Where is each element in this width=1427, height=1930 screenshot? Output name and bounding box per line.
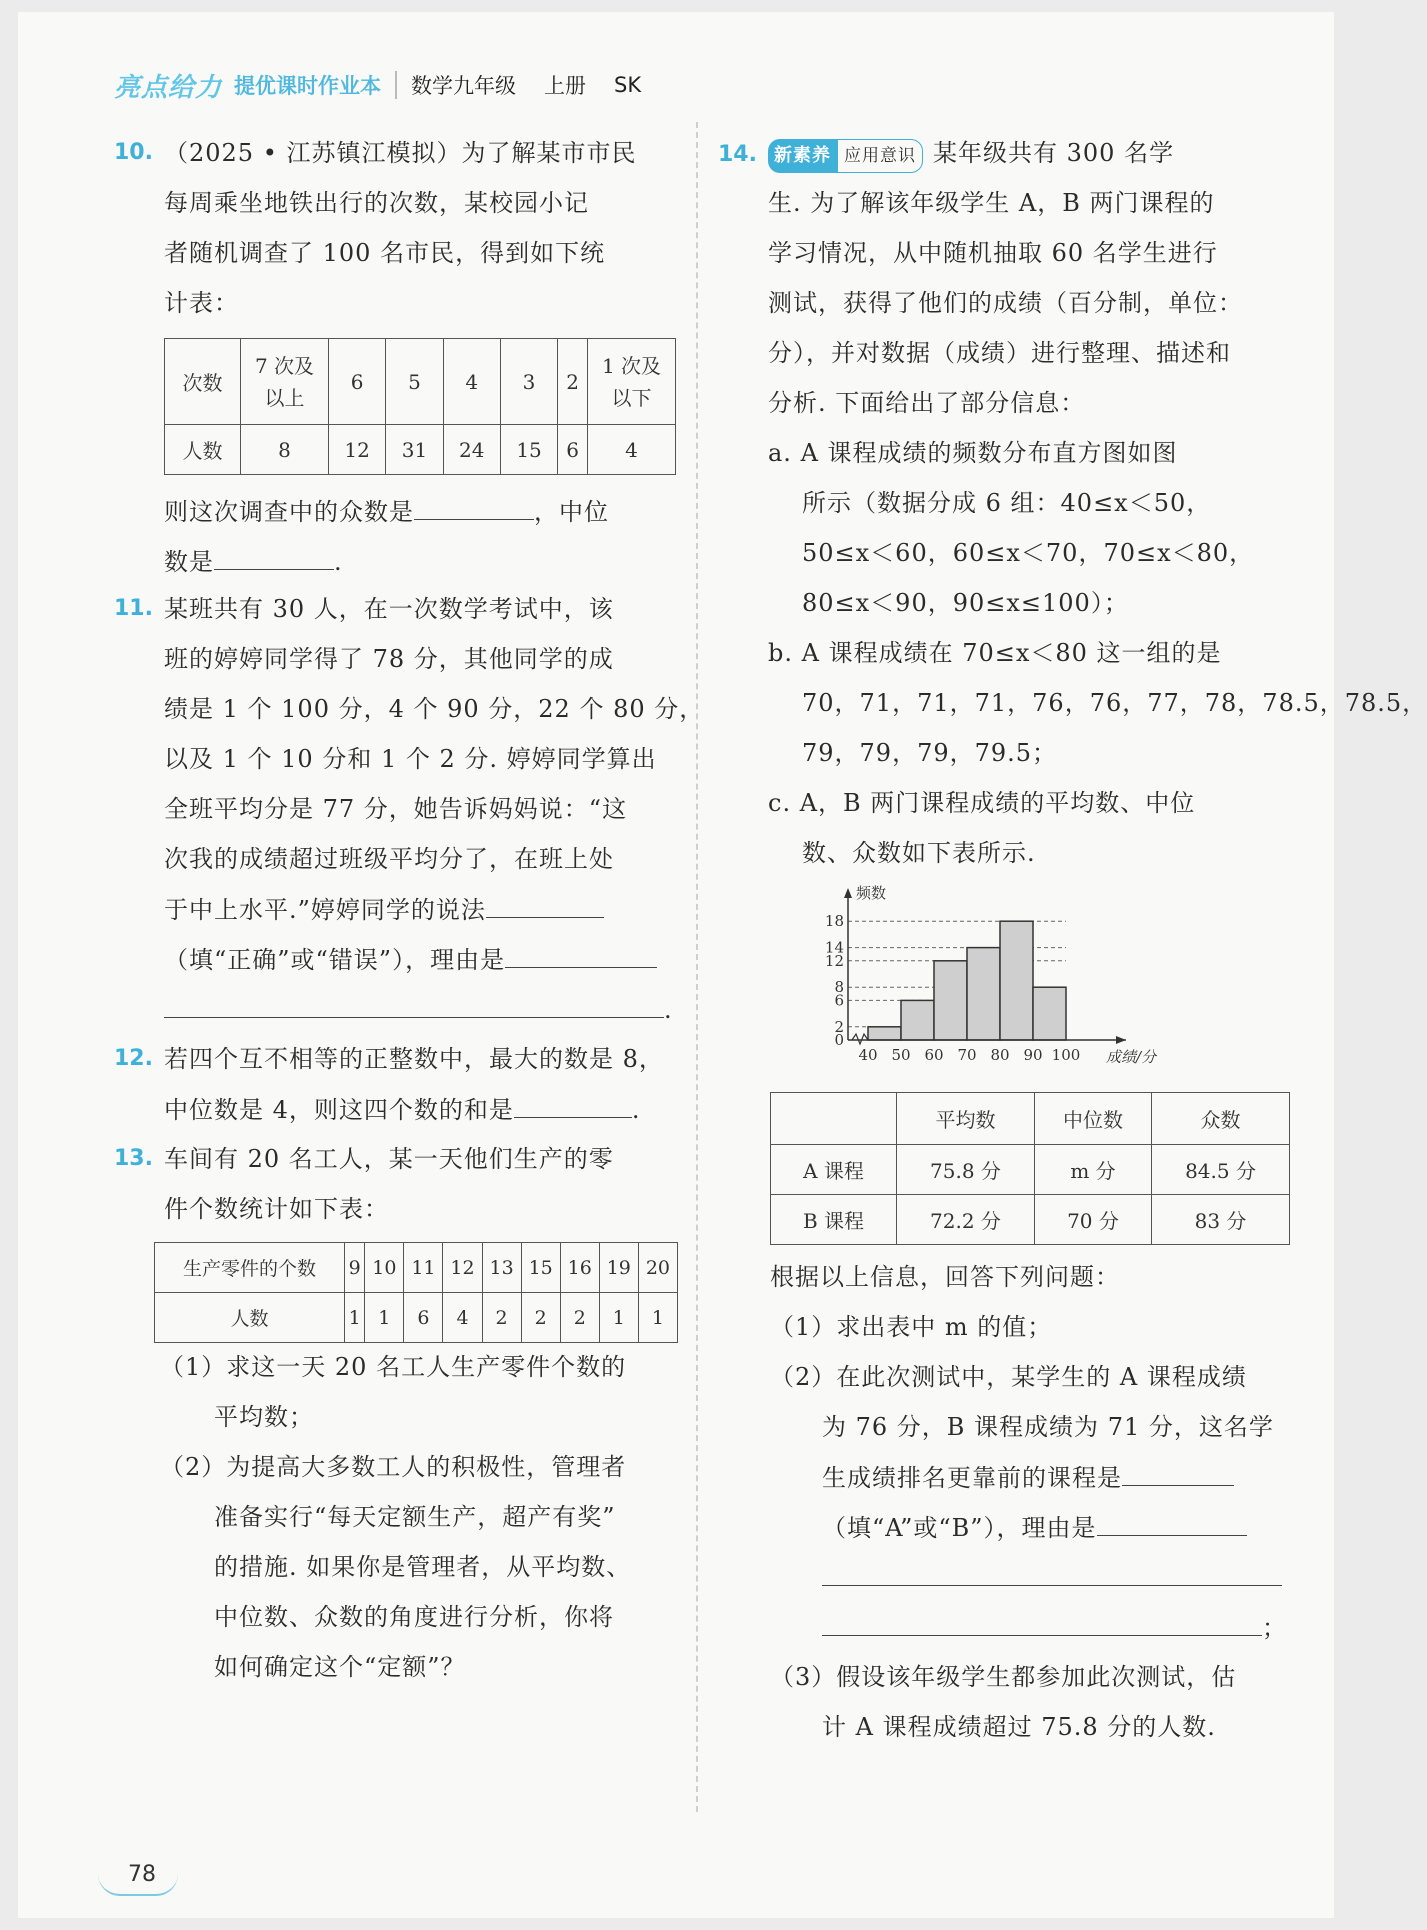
x-tick-label: 50 [891,1046,911,1064]
table-header-cell [771,1093,897,1145]
histogram-bar [901,1000,934,1040]
book-subtitle: 提优课时作业本 [234,74,382,98]
histogram-bar [1033,987,1066,1040]
q11-line: 以及 1 个 10 分和 1 个 2 分. 婷婷同学算出 [164,745,657,773]
question-14-number: 14. [718,142,757,167]
table-cell: 2 [558,339,588,425]
table-cell: 11 [404,1243,443,1293]
q13-sub2-line: （2）为提高大多数工人的积极性，管理者 [160,1453,627,1481]
table-cell: 19 [599,1243,638,1293]
q11-line: 班的婷婷同学得了 78 分，其他同学的成 [164,645,614,673]
table-cell: 1 [599,1293,638,1343]
page-number: 78 [128,1862,156,1887]
q11-reason-prompt: （填“正确”或“错误”），理由是 [164,946,506,974]
table-cell: 9 [345,1243,365,1293]
x-tick-label: 70 [957,1046,977,1064]
table-cell: 6 [404,1293,443,1343]
table-cell: 15 [521,1243,560,1293]
q14-sub2-prompt: 生成绩排名更靠前的课程是 [822,1464,1122,1492]
table-cell: 3 [500,339,557,425]
q14-line: 分析. 下面给出了部分信息： [768,389,1086,417]
histogram-bar [1000,921,1033,1040]
q14-sub2-line [822,1562,1282,1593]
q11-line [164,944,657,975]
q14-line: 某年级共有 300 名学 [933,139,1175,167]
page [18,12,1427,1918]
q11-line: 绩是 1 个 100 分，4 个 90 分，22 个 80 分， [164,695,705,723]
q13-sub2-line: 如何确定这个“定额”？ [214,1653,466,1681]
answer-blank[interactable] [214,546,334,570]
q14-info-a: a. A 课程成绩的频数分布直方图如图 [768,439,1178,467]
x-tick-label: 100 [1051,1046,1081,1064]
x-tick-label: 80 [990,1046,1010,1064]
table-cell: 5 [386,339,443,425]
q14-sub2-line [822,1612,1287,1643]
table-cell: 16 [560,1243,599,1293]
q14-first-line [768,138,1174,173]
q14-line: 分），并对数据（成绩）进行整理、描述和 [768,339,1231,367]
answer-blank[interactable] [164,994,664,1018]
question-12-number: 12. [114,1046,153,1071]
q13-sub2-line: 准备实行“每天定额生产，超产有奖” [214,1503,616,1531]
answer-blank[interactable] [514,1094,632,1118]
table-row-label: A 课程 [771,1145,897,1195]
table-cell: 83 分 [1152,1195,1290,1245]
answer-blank[interactable] [505,944,657,968]
table-cell: 1 [638,1293,677,1343]
table-cell: 75.8 分 [897,1145,1035,1195]
q14-info-c: 数、众数如下表所示. [802,839,1036,867]
table-cell: m 分 [1034,1145,1151,1195]
question-11-number: 11. [114,596,153,621]
q14-sub3-line: （3）假设该年级学生都参加此次测试，估 [770,1663,1237,1691]
q13-line: 件个数统计如下表： [164,1195,389,1223]
table-cell: 31 [386,425,443,475]
x-tick-label: 90 [1023,1046,1043,1064]
answer-blank[interactable] [1122,1462,1234,1486]
table-cell: 2 [521,1293,560,1343]
x-tick-label: 40 [858,1046,878,1064]
y-tick-label: 14 [824,938,844,957]
q12-prompt: 中位数是 4，则这四个数的和是 [164,1096,514,1124]
q14-sub1: （1）求出表中 m 的值； [770,1313,1053,1341]
q14-info-b: 70，71，71，71，76，76，77，78，78.5，78.5， [802,689,1427,717]
answer-blank[interactable] [822,1562,1282,1586]
x-axis-arrow [1116,1036,1126,1044]
table-cell: 15 [500,425,557,475]
table-header-cell: 众数 [1152,1093,1290,1145]
table-cell: 12 [443,1243,482,1293]
header-subject: 数学九年级 [411,74,517,98]
table-header-cell: 生产零件的个数 [155,1243,345,1293]
q13-line: 车间有 20 名工人，某一天他们生产的零 [164,1145,614,1173]
histogram-bar [934,961,967,1040]
y-tick-label: 12 [824,951,844,970]
page-header [114,62,669,108]
table-cell: 24 [443,425,500,475]
q14-info-a: 80≤x＜90，90≤x≤100）； [802,589,1129,617]
q11-prompt: 于中上水平.”婷婷同学的说法 [164,896,486,924]
q14-line: 测试，获得了他们的成绩（百分制，单位： [768,289,1243,317]
q10-median-label: 数是 [164,548,214,576]
table-cell: 6 [329,339,386,425]
table-cell: 4 [588,425,676,475]
table-cell: 6 [558,425,588,475]
table-cell: 1 [345,1293,365,1343]
answer-blank[interactable] [486,894,604,918]
table-cell: 70 分 [1034,1195,1151,1245]
punctuation: . [631,1096,641,1124]
histogram-bar [868,1027,901,1040]
table-cell: 4 [443,1293,482,1343]
column-divider [696,122,698,1812]
tag-application: 应用意识 [837,139,923,173]
question-13-number: 13. [114,1146,153,1171]
histogram-bar [967,948,1000,1040]
q14-line: 学习情况，从中随机抽取 60 名学生进行 [768,239,1218,267]
q14-sub2-line [822,1462,1234,1493]
answer-blank[interactable] [822,1612,1262,1636]
q11-line [164,894,604,925]
q14-stats-table [770,1092,1290,1245]
question-10-number: 10. [114,140,153,165]
histogram-chart [788,880,1157,1080]
y-tick-label: 2 [834,1017,844,1036]
q13-table [154,1242,678,1343]
table-cell: 1 [365,1293,404,1343]
table-header-cell: 次数 [165,339,241,425]
q14-info-b: b. A 课程成绩在 70≤x＜80 这一组的是 [768,639,1222,667]
q10-line: 每周乘坐地铁出行的次数，某校园小记 [164,189,589,217]
q11-line: 某班共有 30 人，在一次数学考试中，该 [164,595,614,623]
q14-info-a: 50≤x＜60，60≤x＜70，70≤x＜80， [802,539,1255,567]
punctuation: . [664,996,673,1024]
q10-line: 计表： [164,289,239,317]
q14-sub2-line [822,1512,1247,1543]
q14-info-b: 79，79，79，79.5； [802,739,1058,767]
q10-mode-line [164,496,609,527]
table-header-cell: 人数 [165,425,241,475]
q14-sub3-line: 计 A 课程成绩超过 75.8 分的人数. [822,1713,1216,1741]
table-cell: 2 [482,1293,521,1343]
q14-line: 生. 为了解该年级学生 A，B 两门课程的 [768,189,1215,217]
q11-line [164,994,673,1025]
x-axis-label: 成绩/分 [1106,1048,1157,1066]
y-tick-label: 6 [834,991,844,1010]
header-edition: SK [614,73,642,97]
table-cell: 2 [560,1293,599,1343]
q14-questions-intro: 根据以上信息，回答下列问题： [770,1263,1120,1291]
y-axis-label: 频数 [856,884,887,902]
q13-sub1-line: （1）求这一天 20 名工人生产零件个数的 [160,1353,627,1381]
punctuation: . [334,548,343,576]
tag-new-literacy: 新素养 [768,139,837,173]
answer-blank[interactable] [1097,1512,1247,1536]
header-volume: 上册 [544,74,587,98]
q13-sub2-line: 中位数、众数的角度进行分析，你将 [214,1603,614,1631]
answer-blank[interactable] [414,496,534,520]
q13-sub1-line: 平均数； [214,1403,314,1431]
y-tick-label: 0 [834,1031,844,1049]
y-axis-arrow [844,888,852,898]
table-cell: 10 [365,1243,404,1293]
table-cell: 7 次及 以上 [241,339,329,425]
table-row-label: B 课程 [771,1195,897,1245]
q10-table [164,338,676,475]
q10-line: （2025 • 江苏镇江模拟）为了解某市市民 [164,139,637,167]
q10-mode-prompt: 则这次调查中的众数是 [164,498,414,526]
header-divider [395,71,397,99]
table-header-cell: 人数 [155,1293,345,1343]
axis-break [852,1034,868,1044]
y-tick-label: 18 [824,912,844,931]
q14-sub2-line: （2）在此次测试中，某学生的 A 课程成绩 [770,1363,1247,1391]
table-header-cell: 中位数 [1034,1093,1151,1145]
q14-reason-prompt: （填“A”或“B”），理由是 [822,1514,1097,1542]
q11-line: 全班平均分是 77 分，她告诉妈妈说：“这 [164,795,628,823]
table-cell: 84.5 分 [1152,1145,1290,1195]
table-cell: 4 [443,339,500,425]
table-cell: 1 次及 以下 [588,339,676,425]
table-cell: 13 [482,1243,521,1293]
y-tick-label: 8 [834,978,844,997]
table-cell: 8 [241,425,329,475]
q10-median-line [164,546,343,577]
x-tick-label: 60 [924,1046,944,1064]
table-header-cell: 平均数 [897,1093,1035,1145]
q14-info-c: c. A，B 两门课程成绩的平均数、中位 [768,789,1196,817]
q10-median-prompt: ，中位 [534,498,609,526]
q12-line: 若四个互不相等的正整数中，最大的数是 8， [164,1045,664,1073]
q10-line: 者随机调查了 100 名市民，得到如下统 [164,239,606,267]
table-cell: 20 [638,1243,677,1293]
q12-line [164,1094,641,1125]
q14-sub2-line: 为 76 分，B 课程成绩为 71 分，这名学 [822,1413,1274,1441]
punctuation: ； [1262,1614,1287,1642]
brand-logo: 亮点给力 [114,72,223,103]
q14-info-a: 所示（数据分成 6 组：40≤x＜50， [802,489,1212,517]
table-cell: 12 [329,425,386,475]
q13-sub2-line: 的措施. 如果你是管理者，从平均数、 [214,1553,632,1581]
q11-line: 次我的成绩超过班级平均分了，在班上处 [164,845,614,873]
table-cell: 72.2 分 [897,1195,1035,1245]
